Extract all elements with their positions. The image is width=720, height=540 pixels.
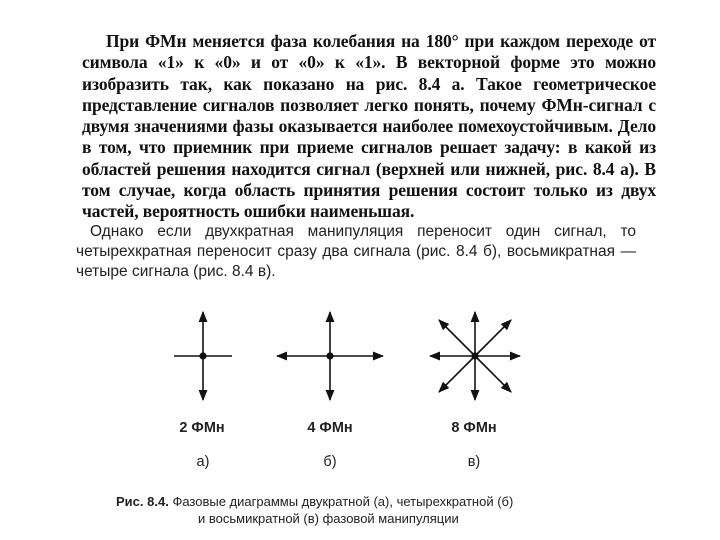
vector-4 [439,320,475,356]
diagram-label-2psk: 2 ФМн [179,420,225,436]
figure-number: Рис. 8.4. [116,494,169,509]
diagram-sublabel-c: в) [467,454,481,470]
paragraph-multilevel-psk: Однако если двухкратная манипуляция переносит один сигнал, то четырехкратная переносит сразу два сигнала (рис. 8.4 б), восьмикратная — четыре сигнала (рис. 8.4 в). [76,223,636,280]
diagram-label-4psk: 4 ФМн [307,420,353,436]
origin-dot [326,352,333,359]
diagram-8psk [430,312,520,470]
caption-line-2: и восьмикратной (в) фазовой манипуляции [198,511,459,526]
origin-dot [471,352,478,359]
diagram-sublabel-b: б) [323,454,337,470]
figure-caption [116,493,636,527]
caption-line-1: Фазовые диаграммы двукратной (а), четырехкратной (б) [172,494,514,509]
diagram-2psk [174,312,232,470]
vector-5 [475,320,511,356]
diagram-4psk [277,312,383,470]
vector-6 [439,356,475,392]
vector-7 [475,356,511,392]
diagram-sublabel-a: а) [196,454,210,470]
diagram-label-8psk: 8 ФМн [451,420,497,436]
paragraph-psk-intro: При ФМн меняется фаза колебания на 180° при каждом переходе от символа «1» к «0» и от «0» к «1». В векторной форме это можно изобразить так, как показано на рис. 8.4 а. Такое геометрическое представление сигналов позволяет легко понять, почему ФМн-сигнал с двумя значениями фазы оказывается наиболее помехоустойчивым. Дело в том, что приемник при приеме сигналов решает задачу: в какой из областей решения находится сигнал (верхней или нижней, рис. 8.4 а). В том случае, когда область принятия решения состоит только из двух частей, вероятность ошибки наименьшая. [82,31,656,222]
origin-dot [199,352,206,359]
